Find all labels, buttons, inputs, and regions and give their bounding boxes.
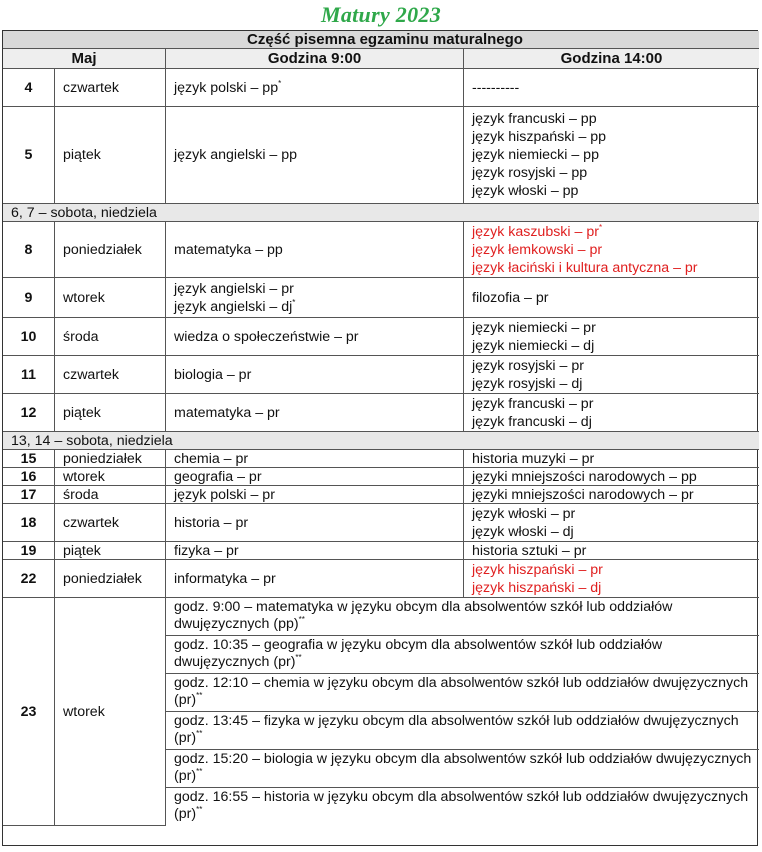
exam-line: język łemkowski – pr <box>472 241 603 258</box>
day-number: 23 <box>3 598 55 826</box>
day-number: 22 <box>3 560 55 598</box>
weekday: piątek <box>55 394 166 432</box>
morning-exam: geografia – pr <box>166 468 464 486</box>
exam-line: język hiszpański – dj <box>472 579 602 596</box>
exam-line: język francuski – pp <box>472 111 597 127</box>
afternoon-exams <box>464 394 759 432</box>
weekday: wtorek <box>55 278 166 318</box>
morning-exam: wiedza o społeczeństwie – pr <box>166 318 464 356</box>
weekday: środa <box>55 318 166 356</box>
afternoon-exam: ---------- <box>464 69 759 107</box>
afternoon-exam: historia muzyki – pr <box>464 450 759 468</box>
exam-line: język niemiecki – dj <box>472 337 595 354</box>
afternoon-exam: języki mniejszości narodowych – pr <box>464 486 759 504</box>
bilingual-exam: godz. 13:45 – fizyka w języku obcym dla absolwentów szkół lub oddziałów dwujęzycznych (pr)** <box>166 712 759 750</box>
column-header-morning: Godzina 9:00 <box>166 49 464 69</box>
morning-exam: matematyka – pp <box>166 222 464 278</box>
day-number: 5 <box>3 107 55 204</box>
afternoon-exam: historia sztuki – pr <box>464 542 759 560</box>
exam-line: język francuski – dj <box>472 413 592 430</box>
morning-exam: język polski – pr <box>166 486 464 504</box>
exam-line: język francuski – pr <box>472 395 594 412</box>
morning-exam: chemia – pr <box>166 450 464 468</box>
exam-line: język niemiecki – pr <box>472 319 596 336</box>
day-number: 4 <box>3 69 55 107</box>
day-number: 12 <box>3 394 55 432</box>
afternoon-exams <box>464 107 759 204</box>
morning-exam: fizyka – pr <box>166 542 464 560</box>
morning-exam: informatyka – pr <box>166 560 464 598</box>
weekend-row: 13, 14 – sobota, niedziela <box>3 432 759 450</box>
exam-line: język angielski – dj* <box>174 297 296 315</box>
weekday: czwartek <box>55 504 166 542</box>
weekday: wtorek <box>55 598 166 826</box>
exam-line: język włoski – pp <box>472 183 579 199</box>
bilingual-exam: godz. 9:00 – matematyka w języku obcym dla absolwentów szkół lub oddziałów dwujęzycznych (pp)** <box>166 598 759 636</box>
day-number: 18 <box>3 504 55 542</box>
column-header-afternoon: Godzina 14:00 <box>464 49 759 69</box>
column-header-month: Maj <box>3 49 166 69</box>
morning-exam: matematyka – pr <box>166 394 464 432</box>
day-number: 17 <box>3 486 55 504</box>
bilingual-exam: godz. 15:20 – biologia w języku obcym dla absolwentów szkół lub oddziałów dwujęzycznych (pr)** <box>166 750 759 788</box>
day-number: 16 <box>3 468 55 486</box>
exam-line: język rosyjski – pp <box>472 165 588 181</box>
day-number: 19 <box>3 542 55 560</box>
day-number: 15 <box>3 450 55 468</box>
morning-exam: język angielski – pp <box>166 107 464 204</box>
weekday: piątek <box>55 107 166 204</box>
exam-line: język hiszpański – pr <box>472 561 603 578</box>
table-caption: Część pisemna egzaminu maturalnego <box>3 31 759 49</box>
weekday: czwartek <box>55 356 166 394</box>
bilingual-exam: godz. 10:35 – geografia w języku obcym dla absolwentów szkół lub oddziałów dwujęzycznych (pr)** <box>166 636 759 674</box>
afternoon-exams <box>464 560 759 598</box>
bilingual-exam: godz. 12:10 – chemia w języku obcym dla absolwentów szkół lub oddziałów dwujęzycznych (pr)** <box>166 674 759 712</box>
weekday: piątek <box>55 542 166 560</box>
exam-schedule-table <box>2 30 758 846</box>
day-number: 10 <box>3 318 55 356</box>
page-title: Matury 2023 <box>320 2 442 27</box>
exam-line: język łaciński i kultura antyczna – pr <box>472 259 698 276</box>
day-number: 8 <box>3 222 55 278</box>
weekend-row: 6, 7 – sobota, niedziela <box>3 204 759 222</box>
morning-exam: historia – pr <box>166 504 464 542</box>
exam-line: język kaszubski – pr* <box>472 222 603 240</box>
exam-line: język włoski – dj <box>472 523 574 540</box>
weekday: poniedziałek <box>55 450 166 468</box>
afternoon-exams <box>464 318 759 356</box>
weekday: wtorek <box>55 468 166 486</box>
exam-line: język rosyjski – dj <box>472 375 583 392</box>
afternoon-exam: filozofia – pr <box>464 278 759 318</box>
afternoon-exams <box>464 222 759 278</box>
afternoon-exams <box>464 504 759 542</box>
weekday: poniedziałek <box>55 560 166 598</box>
bilingual-exam: godz. 16:55 – historia w języku obcym dla absolwentów szkół lub oddziałów dwujęzycznych (pr)** <box>174 789 749 822</box>
morning-exam: biologia – pr <box>166 356 464 394</box>
exam-line: język hiszpański – pp <box>472 129 607 145</box>
afternoon-exams <box>464 356 759 394</box>
day-number: 9 <box>3 278 55 318</box>
day-number: 11 <box>3 356 55 394</box>
exam-line: język włoski – pr <box>472 505 576 522</box>
exam-line: język rosyjski – pr <box>472 357 584 374</box>
afternoon-exam: języki mniejszości narodowych – pp <box>464 468 759 486</box>
weekday: czwartek <box>55 69 166 107</box>
morning-exams <box>166 278 464 318</box>
exam-line: język niemiecki – pp <box>472 147 599 163</box>
exam-line: język angielski – pr <box>174 280 294 297</box>
weekday: środa <box>55 486 166 504</box>
morning-exam: język polski – pp* <box>166 69 464 107</box>
weekday: poniedziałek <box>55 222 166 278</box>
